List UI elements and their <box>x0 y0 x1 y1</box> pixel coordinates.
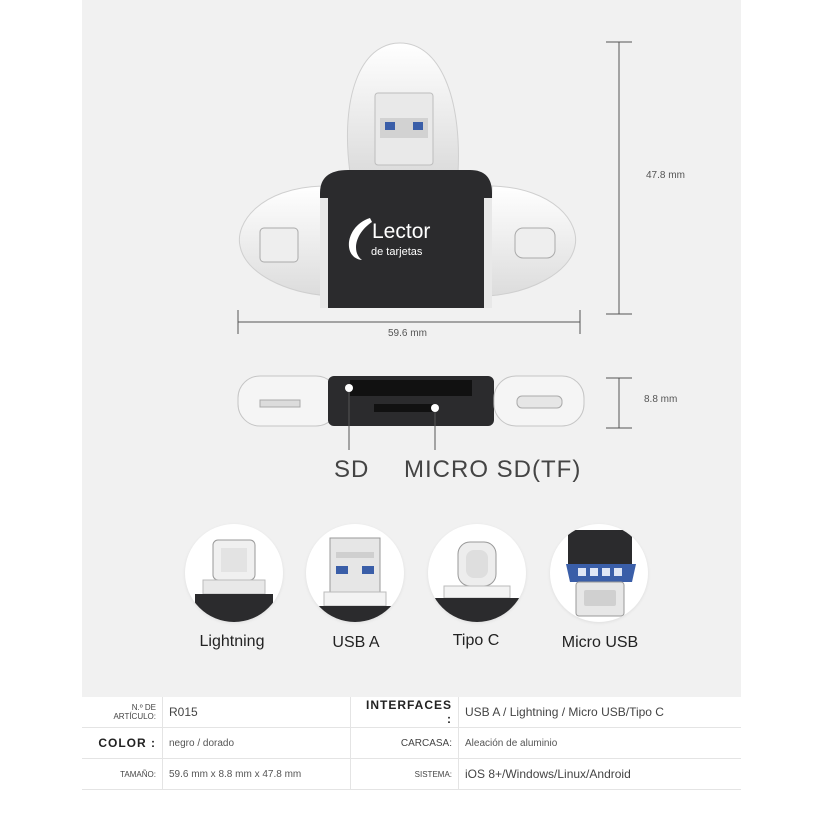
article-value: R015 <box>163 697 351 728</box>
size-label: TAMAÑO: <box>82 759 163 790</box>
port-label-lightning: Lightning <box>199 633 265 650</box>
thickness-dimension-line <box>600 375 640 431</box>
usb-a-connector-icon <box>306 524 404 622</box>
brand-title: Lector <box>372 220 431 243</box>
port-label-usb-a: USB A <box>332 634 380 651</box>
micro-usb-connector-icon <box>550 524 648 622</box>
spec-table <box>82 697 741 790</box>
brand-subtitle: de tarjetas <box>371 246 423 258</box>
system-label: SISTEMA: <box>351 759 459 790</box>
case-label: CARCASA: <box>351 728 459 759</box>
article-label: N.º DE ARTÍCULO: <box>82 697 163 728</box>
usb-c-connector-icon <box>428 524 526 622</box>
sd-slot-label: SD <box>334 456 370 483</box>
thickness-dimension-label: 8.8 mm <box>644 394 678 405</box>
interfaces-label: INTERFACES : <box>351 697 459 728</box>
size-value: 59.6 mm x 8.8 mm x 47.8 mm <box>163 759 351 790</box>
color-value: negro / dorado <box>163 728 351 759</box>
case-value: Aleación de aluminio <box>459 728 742 759</box>
table-row <box>82 728 741 759</box>
system-value: iOS 8+/Windows/Linux/Android <box>459 759 742 790</box>
card-reader-top-view <box>230 38 590 318</box>
port-label-micro-usb: Micro USB <box>561 634 639 651</box>
table-row <box>82 759 741 790</box>
height-dimension-label: 47.8 mm <box>646 170 685 181</box>
height-dimension-line <box>600 38 640 318</box>
port-label-tipo-c: Tipo C <box>452 632 500 649</box>
table-row <box>82 697 741 728</box>
micro-sd-slot-label: MICRO SD(TF) <box>404 456 582 483</box>
interfaces-value: USB A / Lightning / Micro USB/Tipo C <box>459 697 742 728</box>
card-reader-side-view <box>232 370 592 460</box>
lightning-connector-icon <box>185 524 283 622</box>
color-label: COLOR : <box>82 728 163 759</box>
width-dimension-label: 59.6 mm <box>388 328 427 339</box>
